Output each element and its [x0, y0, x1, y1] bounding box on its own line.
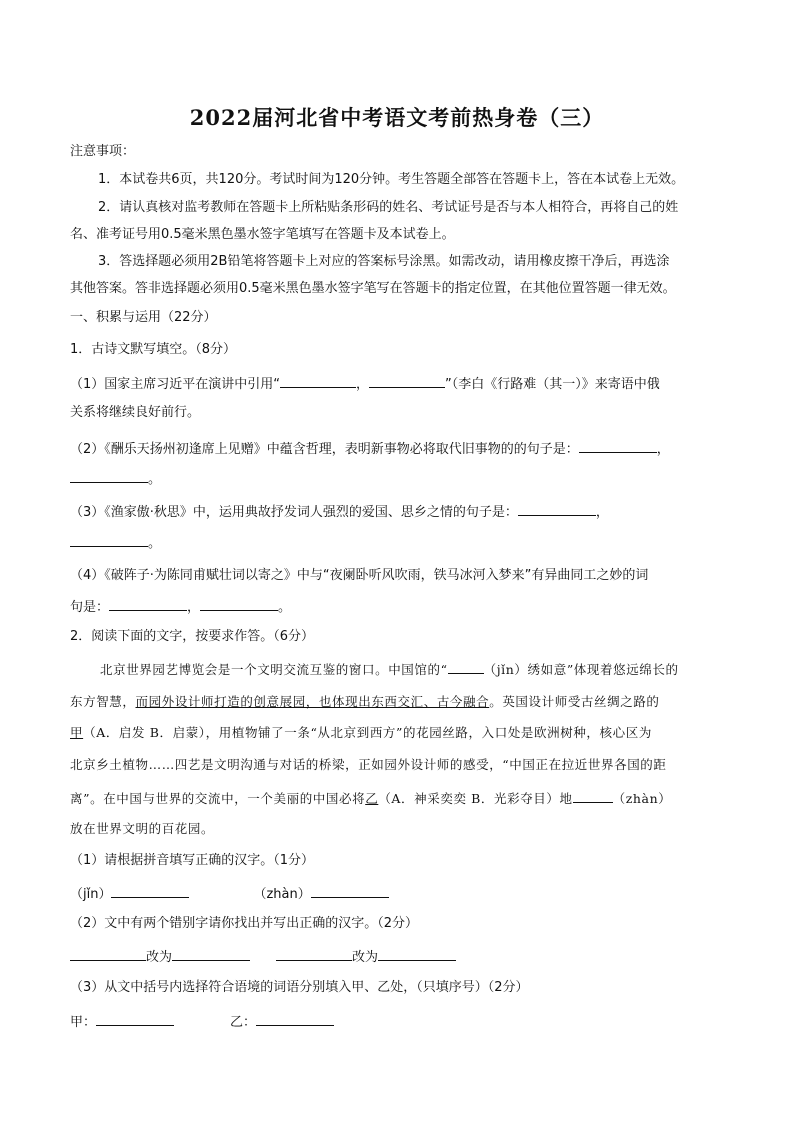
- blank-jia: 甲: [70, 725, 84, 740]
- answer-blank[interactable]: [573, 789, 613, 803]
- answer-blank[interactable]: [276, 947, 352, 961]
- q1-part1-line1: （1）国家主席习近平在演讲中引用“ ， ”（李白《行路难（其一）》来寄语中俄: [70, 374, 730, 394]
- answer-blank[interactable]: [369, 374, 445, 388]
- answer-blank[interactable]: [579, 439, 657, 453]
- passage-line-5: 离”。在中国与世界的交流中，一个美丽的中国必将乙（A．神采奕奕 B．光彩夺目）地 （zhàn）: [70, 791, 672, 806]
- answer-blank[interactable]: [70, 533, 148, 547]
- blank-yi: 乙: [365, 791, 379, 806]
- q1-part3-line1: （3）《渔家傲·秋思》中，运用典故抒发词人强烈的爱国、思乡之情的句子是： ，: [70, 502, 730, 522]
- notice-item-2a: 2．请认真核对监考教师在答题卡上所粘贴条形码的姓名、考试证号是否与本人相符合，再将自己的姓: [98, 200, 679, 215]
- answer-blank[interactable]: [448, 660, 484, 674]
- q2-sub2: （2）文中有两个错别字请你找出并写出正确的汉字。（2分）: [70, 916, 419, 931]
- q1-part4-line1: （4）《破阵子·为陈同甫赋壮词以寄之》中与“夜阑卧听风吹雨，铁马冰河入梦来”有异曲同工之妙的词: [70, 568, 649, 583]
- notice-heading: 注意事项：: [70, 144, 136, 159]
- q2-sub1-answers: （jǐn） （zhàn）: [70, 884, 730, 904]
- question-2-stem: 2．阅读下面的文字，按要求作答。（6分）: [70, 629, 315, 644]
- notice-item-1: 1．本试卷共6页，共120分。考试时间为120分钟。考生答题全部答在答题卡上，答在本试卷上无效。: [98, 172, 685, 187]
- q2-sub3: （3）从文中括号内选择符合语境的词语分别填入甲、乙处，（只填序号）（2分）: [70, 980, 529, 995]
- answer-blank[interactable]: [70, 469, 148, 483]
- answer-blank[interactable]: [111, 884, 189, 898]
- answer-blank[interactable]: [109, 597, 187, 611]
- q2-sub1: （1）请根据拼音填写正确的汉字。（1分）: [70, 853, 315, 868]
- q1-part2-line2: 。: [70, 469, 730, 489]
- page-title: 2022届河北省中考语文考前热身卷（三）: [189, 105, 605, 130]
- passage-line-3: 甲（A．启发 B．启蒙），用植物铺了一条“从北京到西方”的花园丝路，入口处是欧洲树种，核心区为: [70, 725, 652, 740]
- notice-item-2b: 名、准考证号用0.5毫米黑色墨水签字笔填写在答题卡及本试卷上。: [70, 227, 455, 242]
- answer-blank[interactable]: [172, 947, 250, 961]
- passage-line-4: 北京乡土植物……四艺是文明沟通与对话的桥梁，正如园外设计师的感受，“中国正在拉近世界各国的距: [70, 757, 667, 772]
- answer-blank[interactable]: [200, 597, 278, 611]
- notice-item-3a: 3．答选择题必须用2B铅笔将答题卡上对应的答案标号涂黑。如需改动，请用橡皮擦干净后，再选涂: [98, 254, 670, 269]
- q1-part4-line2: 句是： ， 。: [70, 597, 730, 617]
- answer-blank[interactable]: [70, 947, 146, 961]
- q1-part2-line1: （2）《酬乐天扬州初逢席上见赠》中蕴含哲理，表明新事物必将取代旧事物的的句子是： ，: [70, 439, 730, 459]
- answer-blank[interactable]: [96, 1012, 174, 1026]
- passage-line-1: 北京世界园艺博览会是一个文明交流互鉴的窗口。中国馆的“ （jǐn）绣如意”体现着悠远绵长的: [100, 662, 679, 677]
- passage-line-6: 放在世界文明的百花园。: [70, 821, 215, 836]
- answer-blank[interactable]: [378, 947, 456, 961]
- answer-blank[interactable]: [311, 884, 389, 898]
- section-heading: 一、积累与运用（22分）: [70, 310, 217, 325]
- q2-sub3-answers: 甲： 乙：: [70, 1012, 730, 1032]
- answer-blank[interactable]: [256, 1012, 334, 1026]
- notice-item-3b: 其他答案。答非选择题必须用0.5毫米黑色墨水签字笔写在答题卡的指定位置，在其他位置答题一律无效。: [70, 281, 676, 296]
- passage-line-2: 东方智慧，而园外设计师打造的创意展园，也体现出东西交汇、古今融合。英国设计师受古丝绸之路的: [70, 694, 660, 709]
- q1-part3-line2: 。: [70, 533, 730, 553]
- answer-blank[interactable]: [280, 374, 356, 388]
- answer-blank[interactable]: [518, 502, 596, 516]
- question-1-stem: 1．古诗文默写填空。（8分）: [70, 342, 237, 357]
- q2-sub2-answers: 改为 改为: [70, 947, 730, 967]
- q1-part1-line2: 关系将继续良好前行。: [70, 405, 201, 420]
